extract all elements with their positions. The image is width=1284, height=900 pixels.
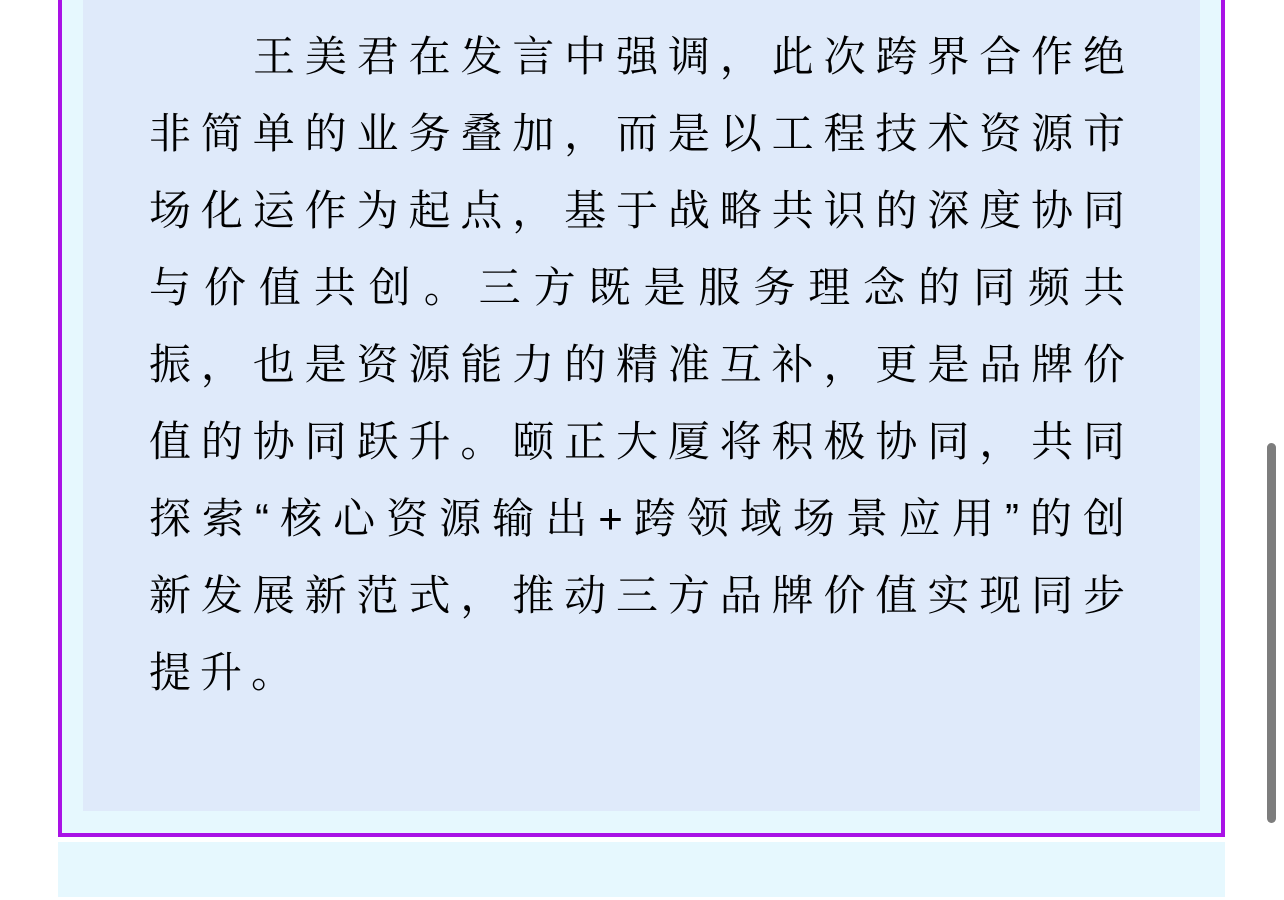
article-text-panel	[83, 0, 1200, 811]
article-highlight-box	[58, 0, 1225, 837]
scrollbar-thumb[interactable]	[1267, 443, 1276, 823]
article-paragraph: 王美君在发言中强调，此次跨界合作绝非简单的业务叠加，而是以工程技术资源市场化运作为起点，基于战略共识的深度协同与价值共创。三方既是服务理念的同频共振，也是资源能力的精准互补，更是品牌价值的协同跃升。颐正大厦将积极协同，共同探索“核心资源输出+跨领域场景应用”的创新发展新范式，推动三方品牌价值实现同步提升。	[149, 33, 1134, 696]
next-section-preview	[58, 842, 1225, 897]
scrollbar-track[interactable]	[1267, 0, 1284, 900]
article-content-column	[58, 0, 1225, 897]
